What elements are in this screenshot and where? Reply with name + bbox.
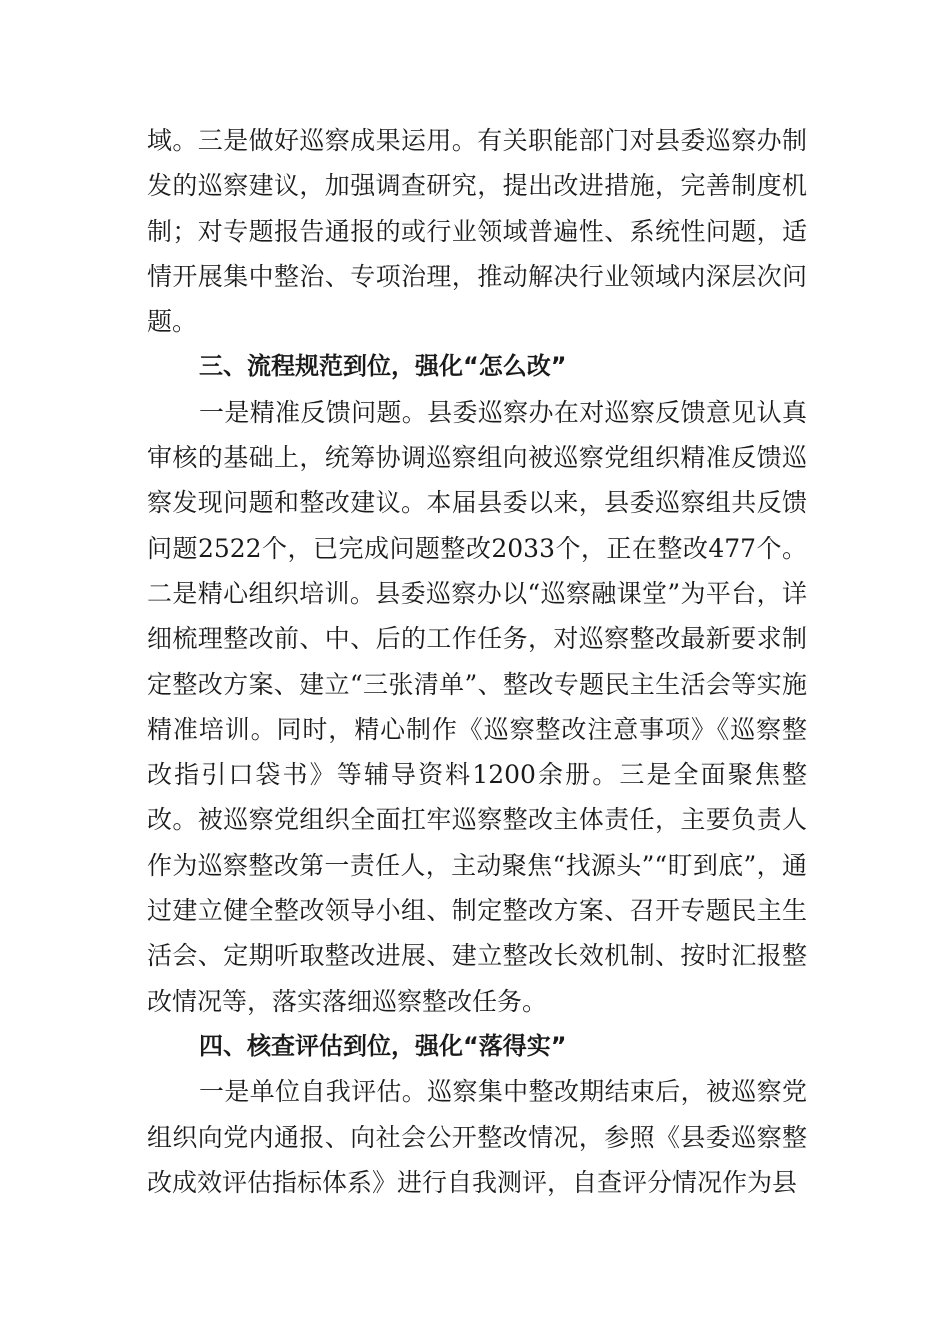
paragraph-continuation: 域。三是做好巡察成果运用。有关职能部门对县委巡察办制发的巡察建议，加强调查研究，提出改进措施，完善制度机制；对专题报告通报的或行业领域普遍性、系统性问题，适情开展集中整治、专项治理，推动解决行业领域内深层次问题。: [147, 126, 807, 337]
document-body: [147, 118, 807, 1205]
paragraph-section-4-body: 一是单位自我评估。巡察集中整改期结束后，被巡察党组织向党内通报、向社会公开整改情况，参照《县委巡察整改成效评估指标体系》进行自我测评，自查评分情况作为县: [147, 1077, 807, 1197]
section-heading-4: 四、核查评估到位，强化“落得实”: [199, 1031, 567, 1060]
section-heading-3: 三、流程规范到位，强化“怎么改”: [199, 352, 567, 381]
paragraph-section-3-body: 一是精准反馈问题。县委巡察办在对巡察反馈意见认真审核的基础上，统筹协调巡察组向被巡察党组织精准反馈巡察发现问题和整改建议。本届县委以来，县委巡察组共反馈问题2522个，已完成问题整改2033个，正在整改477个。二是精心组织培训。县委巡察办以“巡察融课堂”为平台，详细梳理整改前、中、后的工作任务，对巡察整改最新要求制定整改方案、建立“三张清单”、整改专题民主生活会等实施精准培训。同时，精心制作《巡察整改注意事项》《巡察整改指引口袋书》等辅导资料1200余册。三是全面聚焦整改。被巡察党组织全面扛牢巡察整改主体责任，主要负责人作为巡察整改第一责任人，主动聚焦“找源头”“盯到底”，通过建立健全整改领导小组、制定整改方案、召开专题民主生活会、定期听取整改进展、建立整改长效机制、按时汇报整改情况等，落实落细巡察整改任务。: [147, 397, 807, 1016]
